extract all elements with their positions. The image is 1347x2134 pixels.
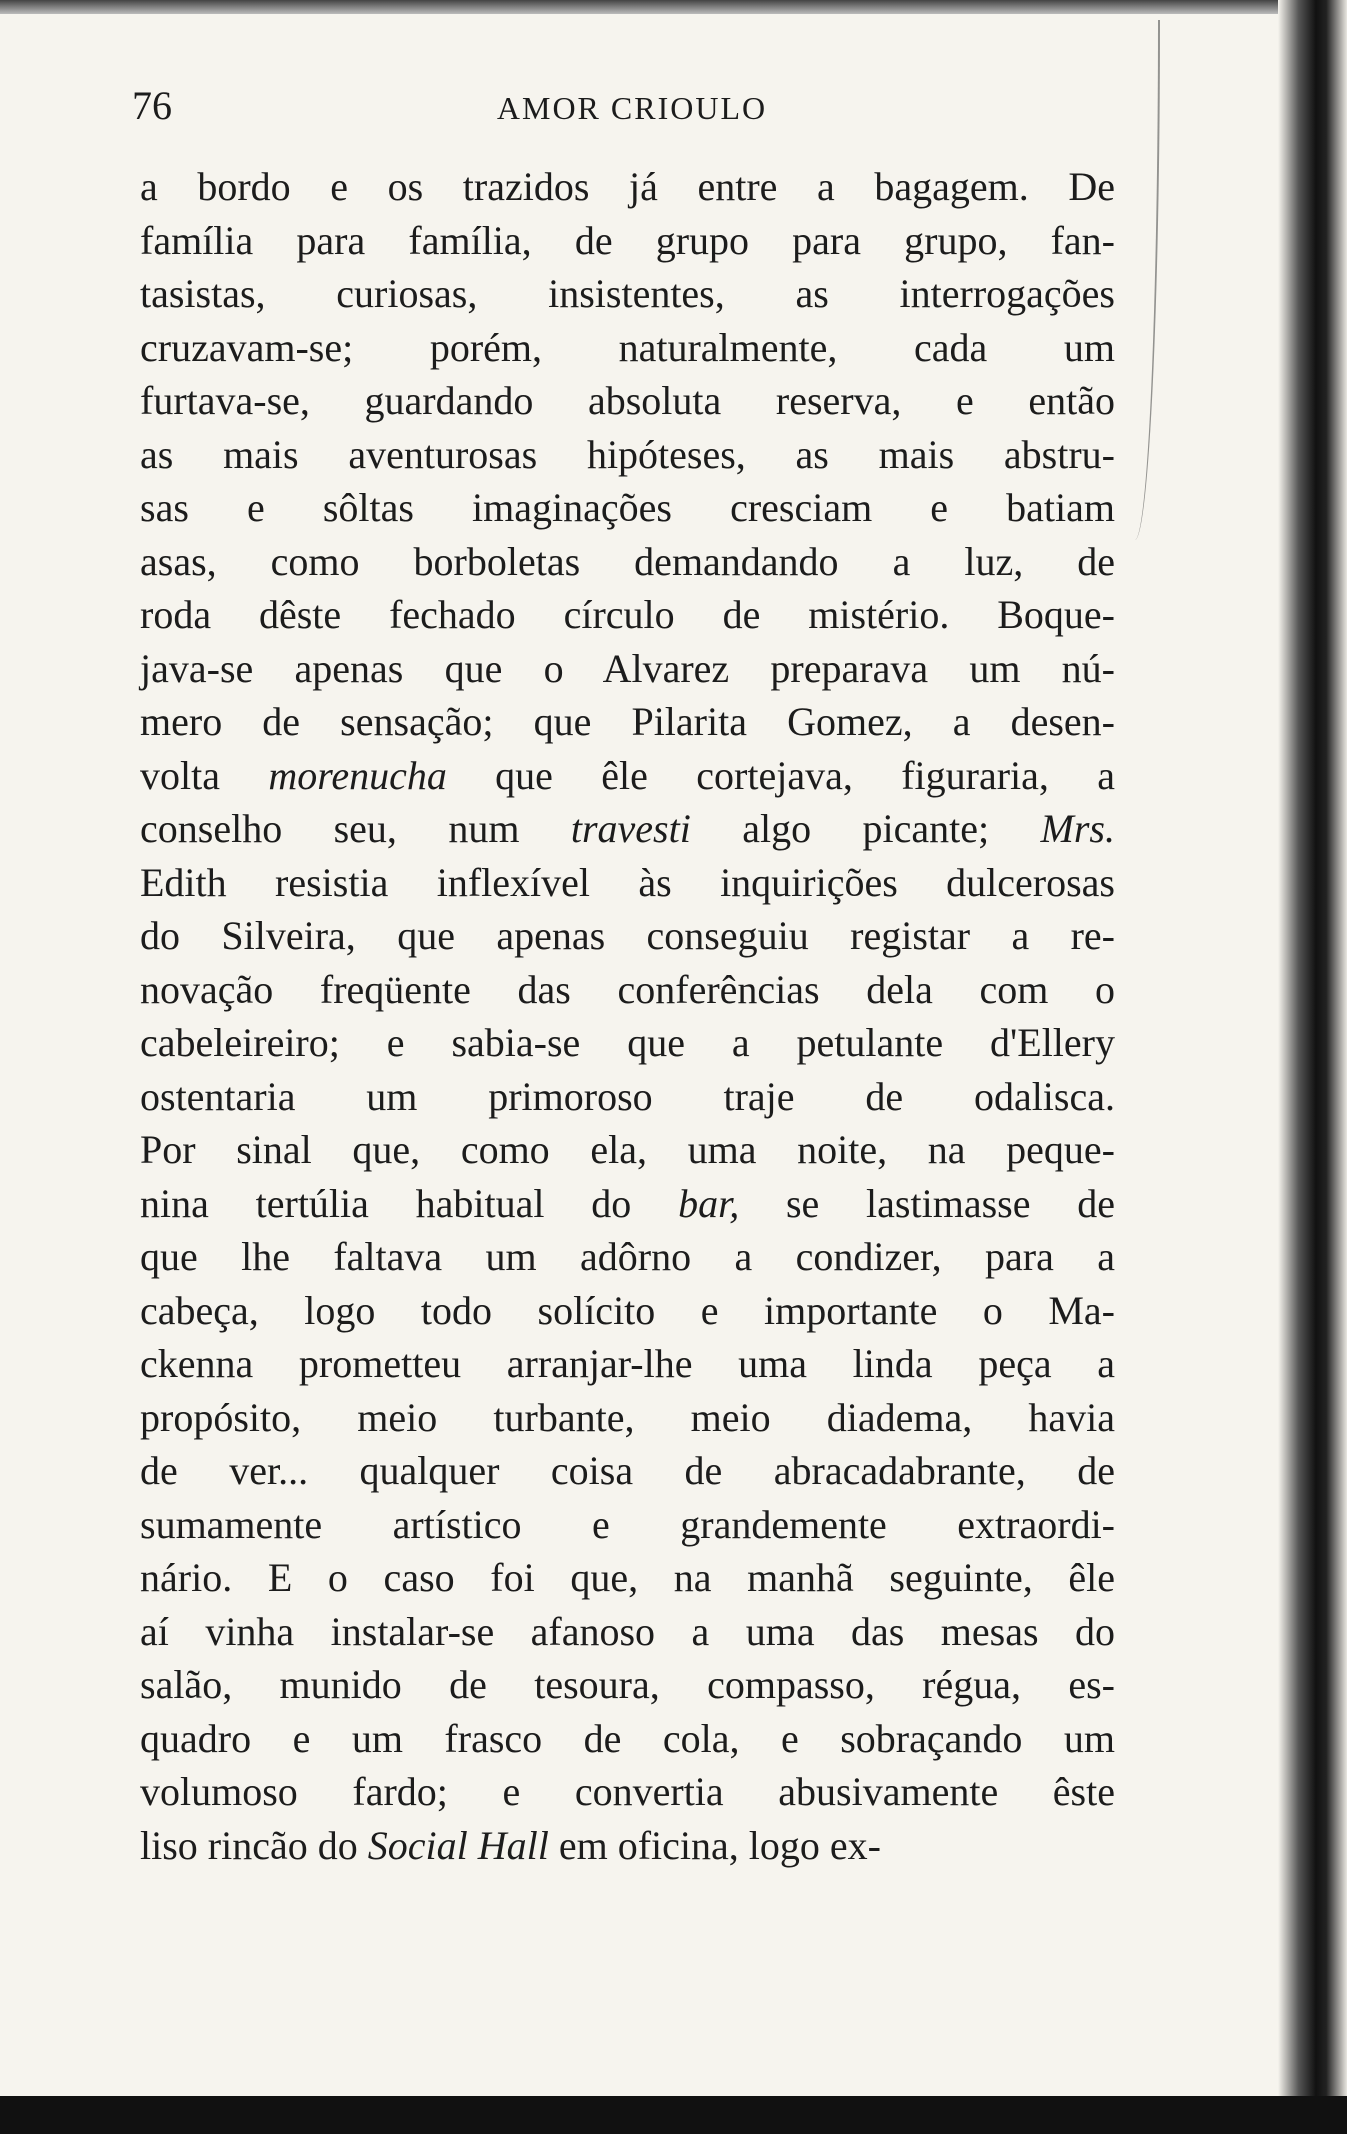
italic-word: Social Hall [367,1822,549,1868]
text-run: liso rincão do [140,1822,368,1868]
text-run: família para família, de grupo para grupo, fan- [140,217,1115,263]
body-text [140,160,1115,1872]
text-run: furtava-se, guardando absoluta reserva, e então [140,378,1115,423]
text-line [140,1284,1115,1338]
text-line [140,321,1115,375]
italic-word: travesti [570,806,691,851]
text-run: salão, munido de tesoura, compasso, régua, es- [140,1662,1115,1707]
text-run: algo picante; [690,806,1041,851]
text-line [140,1712,1115,1766]
text-line [140,481,1115,535]
text-line [140,1444,1115,1498]
text-run: volumoso fardo; e convertia abusivamente êste [140,1769,1115,1814]
text-line [140,428,1115,482]
text-run: nina tertúlia habitual do [140,1180,679,1226]
text-line [140,160,1115,214]
text-run: roda dêste fechado círculo de mistério. Boque- [140,592,1115,637]
text-line [140,1498,1115,1552]
text-run: conselho seu, num [140,806,571,851]
running-head: AMOR CRIOULO [496,90,768,126]
text-line [140,802,1115,856]
book-spine-edge [1278,0,1347,2096]
text-line [140,1070,1115,1124]
text-run: propósito, meio turbante, meio diadema, havia [140,1394,1115,1440]
text-line [140,963,1115,1017]
text-line [140,1177,1115,1231]
text-line [140,909,1115,963]
italic-word: Mrs. [1040,806,1115,851]
text-run: sas e sôltas imaginações cresciam e batiam [140,485,1115,530]
text-run: em oficina, logo ex- [548,1822,881,1868]
text-line [140,749,1115,803]
italic-word: morenucha [268,752,447,798]
text-line [140,214,1115,268]
text-run: mero de sensação; que Pilarita Gomez, a desen- [140,699,1115,744]
text-run: ostentaria um primoroso traje de odalisca. [140,1073,1115,1119]
page-header [132,82,1132,132]
text-line [140,1605,1115,1659]
text-line [140,1123,1115,1177]
text-line [140,1391,1115,1445]
text-line [140,374,1115,428]
text-run: que êle cortejava, figuraria, a [446,752,1115,798]
text-run: Por sinal que, como ela, uma noite, na peque- [140,1127,1115,1172]
text-line [140,1819,1115,1873]
text-run: ckenna prometteu arranjar-lhe uma linda peça a [140,1341,1115,1386]
text-run: novação freqüente das conferências dela com o [140,966,1115,1012]
bottom-edge-shadow [0,2096,1347,2134]
top-edge-shadow [0,0,1347,14]
text-run: de ver... qualquer coisa de abracadabrante, de [140,1448,1115,1493]
text-run: que lhe faltava um adôrno a condizer, para a [140,1234,1115,1279]
text-run: cruzavam-se; porém, naturalmente, cada um [140,324,1115,370]
text-run: se lastimasse de [739,1180,1115,1226]
text-run: cabeleireiro; e sabia-se que a petulante d'Ellery [140,1020,1115,1065]
text-line [140,1230,1115,1284]
text-line [140,535,1115,589]
text-line [140,267,1115,321]
text-run: cabeça, logo todo solícito e importante o Ma- [140,1287,1115,1333]
text-run: a bordo e os trazidos já entre a bagagem. De [140,164,1115,209]
text-run: Edith resistia inflexível às inquirições dulcerosas [140,859,1115,905]
text-line [140,642,1115,696]
text-line [140,1337,1115,1391]
text-run: do Silveira, que apenas conseguiu registar a re- [140,913,1115,958]
text-line [140,856,1115,910]
text-line [140,1658,1115,1712]
text-run: tasistas, curiosas, insistentes, as interrogações [140,271,1115,316]
text-line [140,1016,1115,1070]
text-run: sumamente artístico e grandemente extraordi- [140,1501,1115,1547]
text-run: nário. E o caso foi que, na manhã seguinte, êle [140,1555,1115,1600]
text-run: quadro e um frasco de cola, e sobraçando um [140,1715,1115,1761]
text-line [140,588,1115,642]
text-run: aí vinha instalar-se afanoso a uma das mesas do [140,1608,1115,1654]
text-run: volta [140,752,269,798]
text-run: java-se apenas que o Alvarez preparava um nú- [140,645,1115,691]
text-line [140,1551,1115,1605]
text-run: as mais aventurosas hipóteses, as mais abstru- [140,431,1115,477]
text-line [140,1765,1115,1819]
page-number: 76 [132,83,172,128]
text-run: asas, como borboletas demandando a luz, de [140,538,1115,584]
text-line [140,695,1115,749]
italic-word: bar, [678,1180,740,1226]
